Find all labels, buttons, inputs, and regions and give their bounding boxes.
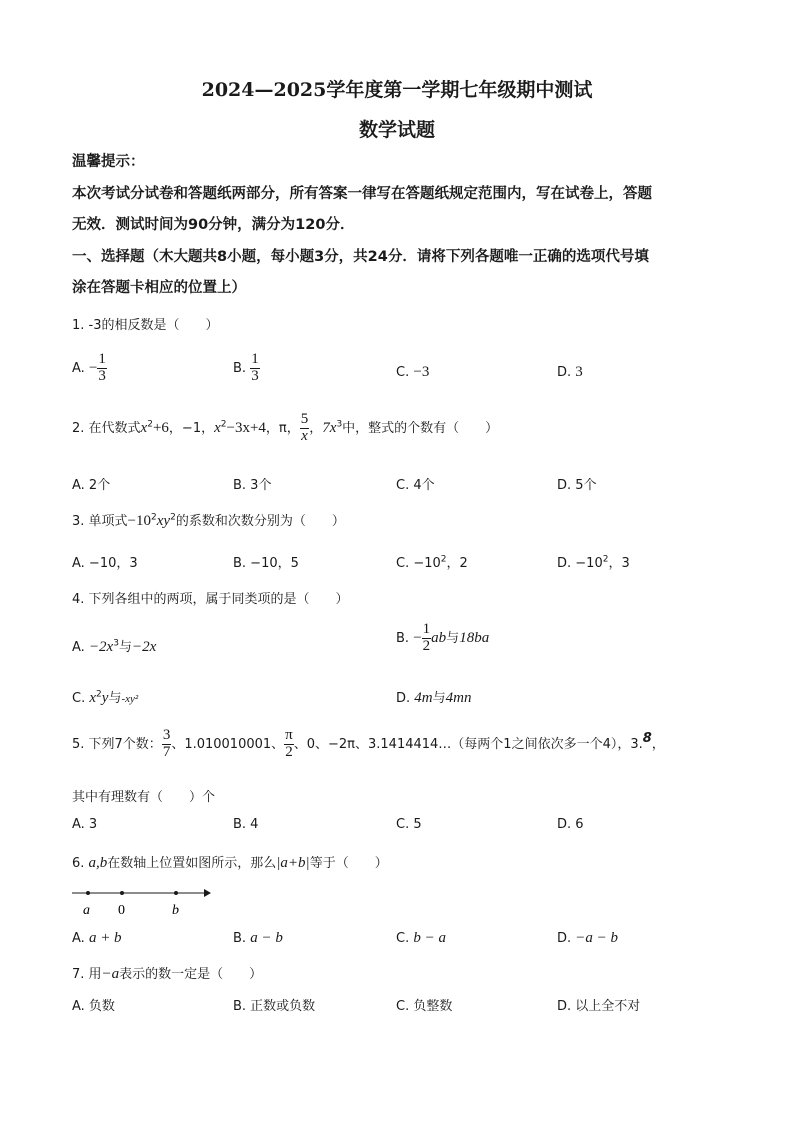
question-2-option-d: D. 5个 bbox=[557, 478, 597, 493]
option-label: D. bbox=[396, 691, 411, 706]
question-3-option-b: B. −10，5 bbox=[233, 556, 299, 571]
exponent: 2 bbox=[220, 419, 227, 430]
question-2-stem bbox=[72, 412, 498, 445]
option-value: b − a bbox=[413, 930, 446, 946]
option-value: −3 bbox=[413, 364, 430, 380]
connector: 与 bbox=[108, 691, 122, 706]
axis-label-zero: 0 bbox=[118, 903, 125, 918]
denominator: 2 bbox=[422, 637, 431, 654]
question-4-option-b bbox=[396, 622, 489, 655]
separator: ， bbox=[309, 420, 323, 436]
question-1-option-a bbox=[72, 352, 107, 385]
question-3-option-c bbox=[396, 552, 468, 571]
option-value: ，2 bbox=[446, 556, 468, 571]
math-expr: −3x+4 bbox=[226, 419, 266, 436]
numerator: 1 bbox=[251, 351, 259, 367]
math-expr: x bbox=[140, 419, 148, 436]
question-5-option-b: B. 4 bbox=[233, 817, 259, 832]
question-6-option-a bbox=[72, 930, 122, 947]
fraction bbox=[97, 352, 107, 385]
exponent: 3 bbox=[336, 419, 343, 430]
question-4-option-d bbox=[396, 687, 472, 707]
question-2-option-a: A. 2个 bbox=[72, 478, 111, 493]
math-expr: −2x bbox=[88, 639, 114, 655]
exponent: 3 bbox=[113, 638, 119, 649]
question-4-option-a bbox=[72, 636, 156, 656]
math-expr: −2x bbox=[131, 639, 157, 655]
numerator: π bbox=[285, 727, 293, 743]
option-label: D. bbox=[557, 931, 572, 946]
question-1-option-b bbox=[233, 352, 260, 385]
question-7-option-d: D. 以上全不对 bbox=[557, 999, 641, 1014]
question-number: 7. 用 bbox=[72, 967, 102, 982]
math-expr: 4mn bbox=[445, 690, 472, 706]
math-expr: 4m bbox=[414, 690, 433, 706]
math-expr: +6 bbox=[152, 419, 169, 436]
repeating-digit: 8 bbox=[642, 730, 652, 746]
separator: ，−1， bbox=[168, 420, 215, 436]
question-2-option-c: C. 4个 bbox=[396, 478, 435, 493]
number-sequence: 、0、−2π、3.1414414…（每两个1之间依次多一个4），3. bbox=[293, 736, 643, 752]
numerator: 1 bbox=[98, 351, 106, 367]
question-4-option-c bbox=[72, 687, 138, 707]
question-tail: 表示的数一定是（ ） bbox=[119, 967, 263, 982]
question-5-option-d: D. 6 bbox=[557, 817, 584, 832]
question-6-stem bbox=[72, 852, 388, 872]
exponent: 2 bbox=[170, 512, 176, 523]
numerator: 3 bbox=[162, 727, 171, 743]
question-4-stem: 4. 下列各组中的两项，属于同类项的是（ ） bbox=[72, 592, 349, 607]
point-b bbox=[174, 891, 178, 895]
question-number: 5. 下列7个数： bbox=[72, 736, 162, 752]
exponent: 2 bbox=[147, 419, 153, 430]
question-7-option-b: B. 正数或负数 bbox=[233, 999, 316, 1014]
question-3-stem bbox=[72, 510, 345, 530]
section-heading-line-1: 一、选择题（木大题共8小题，每小题3分，共24分．请将下列各题唯一正确的选项代号填 bbox=[72, 249, 649, 265]
math-expr: xy bbox=[156, 513, 171, 529]
question-7-option-a: A. 负数 bbox=[72, 999, 115, 1014]
math-expr: x bbox=[89, 690, 97, 706]
option-label: A. bbox=[72, 931, 85, 946]
question-5-option-c: C. 5 bbox=[396, 817, 422, 832]
exponent: 2 bbox=[96, 689, 102, 700]
arrow-right-icon bbox=[204, 889, 211, 897]
option-value: a + b bbox=[88, 930, 122, 946]
option-value: ，3 bbox=[608, 556, 630, 571]
notice-line-2: 无效．测试时间为90分钟，满分为120分． bbox=[72, 217, 355, 233]
notice-line-1: 本次考试分试卷和答题纸两部分，所有答案一律写在答题纸规定范围内，写在试卷上，答题 bbox=[72, 186, 652, 202]
math-expr: 18ba bbox=[459, 629, 490, 646]
denominator: 2 bbox=[285, 743, 293, 760]
question-text: 在数轴上位置如图所示，那么 bbox=[107, 856, 277, 871]
math-expr: 7x bbox=[322, 419, 337, 436]
option-label: B. bbox=[233, 931, 247, 946]
axis-label-a: a bbox=[83, 903, 90, 918]
math-expr: x bbox=[214, 419, 221, 436]
question-7-option-c: C. 负整数 bbox=[396, 999, 453, 1014]
connector: 与 bbox=[118, 640, 132, 655]
option-label: B. bbox=[233, 360, 247, 376]
math-expr: -xy² bbox=[121, 693, 139, 705]
denominator: 3 bbox=[251, 367, 259, 384]
question-tail: 等于（ ） bbox=[309, 856, 388, 871]
question-5-line-2: 其中有理数有（ ）个 bbox=[72, 790, 216, 805]
option-value: D. −10 bbox=[557, 556, 603, 571]
question-tail: 的系数和次数分别为（ ） bbox=[175, 514, 345, 529]
question-1-option-c bbox=[396, 364, 429, 381]
question-1-option-d bbox=[557, 364, 583, 381]
question-6-option-b bbox=[233, 930, 283, 947]
fraction bbox=[250, 352, 260, 385]
axis-label-b: b bbox=[172, 903, 179, 918]
point-zero bbox=[120, 891, 124, 895]
question-number: 3. 单项式 bbox=[72, 514, 128, 529]
option-label: C. bbox=[72, 691, 86, 706]
denominator: 3 bbox=[98, 367, 106, 384]
question-3-option-a: A. −10，3 bbox=[72, 556, 138, 571]
option-value: −a − b bbox=[575, 930, 619, 946]
question-2-option-b: B. 3个 bbox=[233, 478, 272, 493]
question-6-option-c bbox=[396, 930, 446, 947]
question-7-stem bbox=[72, 963, 262, 983]
question-3-option-d bbox=[557, 552, 630, 571]
option-label: C. bbox=[396, 365, 410, 380]
denominator: x bbox=[301, 427, 308, 444]
fraction bbox=[284, 728, 294, 761]
page-title: 2024—2025学年度第一学期七年级期中测试 bbox=[201, 79, 593, 101]
numerator: 1 bbox=[422, 621, 431, 637]
exponent: 2 bbox=[440, 554, 447, 565]
option-label: A. bbox=[72, 360, 85, 376]
option-value: C. −10 bbox=[396, 556, 441, 571]
number-sequence: 、1.010010001、 bbox=[171, 736, 285, 752]
math-expr: ab bbox=[431, 629, 447, 646]
option-value: a − b bbox=[250, 930, 283, 946]
math-expr: |a+b| bbox=[276, 855, 310, 871]
option-label: D. bbox=[557, 365, 572, 380]
math-expr: −a bbox=[101, 966, 120, 982]
option-value: 3 bbox=[575, 364, 583, 380]
math-expr: −10 bbox=[127, 513, 152, 529]
number-line bbox=[70, 884, 212, 920]
section-heading-line-2: 涂在答题卡相应的位置上） bbox=[72, 280, 246, 296]
connector: 与 bbox=[432, 691, 446, 706]
numerator: 5 bbox=[300, 411, 309, 427]
fraction bbox=[422, 622, 432, 655]
fraction bbox=[162, 728, 172, 761]
option-label: C. bbox=[396, 931, 410, 946]
connector: 与 bbox=[446, 630, 460, 646]
math-expr: y bbox=[101, 690, 109, 706]
point-a bbox=[86, 891, 90, 895]
fraction bbox=[300, 412, 310, 445]
option-label: B. bbox=[396, 630, 410, 646]
minus-sign: − bbox=[88, 359, 98, 376]
page-subtitle: 数学试题 bbox=[358, 119, 435, 141]
option-label: A. bbox=[72, 640, 85, 655]
separator: ，π， bbox=[265, 420, 300, 436]
exponent: 2 bbox=[602, 554, 609, 565]
question-5-stem bbox=[72, 728, 665, 761]
math-expr: a,b bbox=[88, 855, 108, 871]
notice-heading: 温馨提示： bbox=[72, 154, 145, 170]
denominator: 7 bbox=[162, 743, 171, 760]
separator: ， bbox=[651, 736, 665, 752]
question-5-option-a: A. 3 bbox=[72, 817, 98, 832]
question-tail: 中，整式的个数有（ ） bbox=[342, 420, 499, 436]
exponent: 2 bbox=[151, 512, 157, 523]
question-6-option-d bbox=[557, 930, 618, 947]
question-1-stem: 1. -3的相反数是（ ） bbox=[72, 318, 219, 333]
question-number: 6. bbox=[72, 856, 85, 871]
minus-sign: − bbox=[413, 629, 422, 646]
question-number: 2. 在代数式 bbox=[72, 420, 141, 436]
